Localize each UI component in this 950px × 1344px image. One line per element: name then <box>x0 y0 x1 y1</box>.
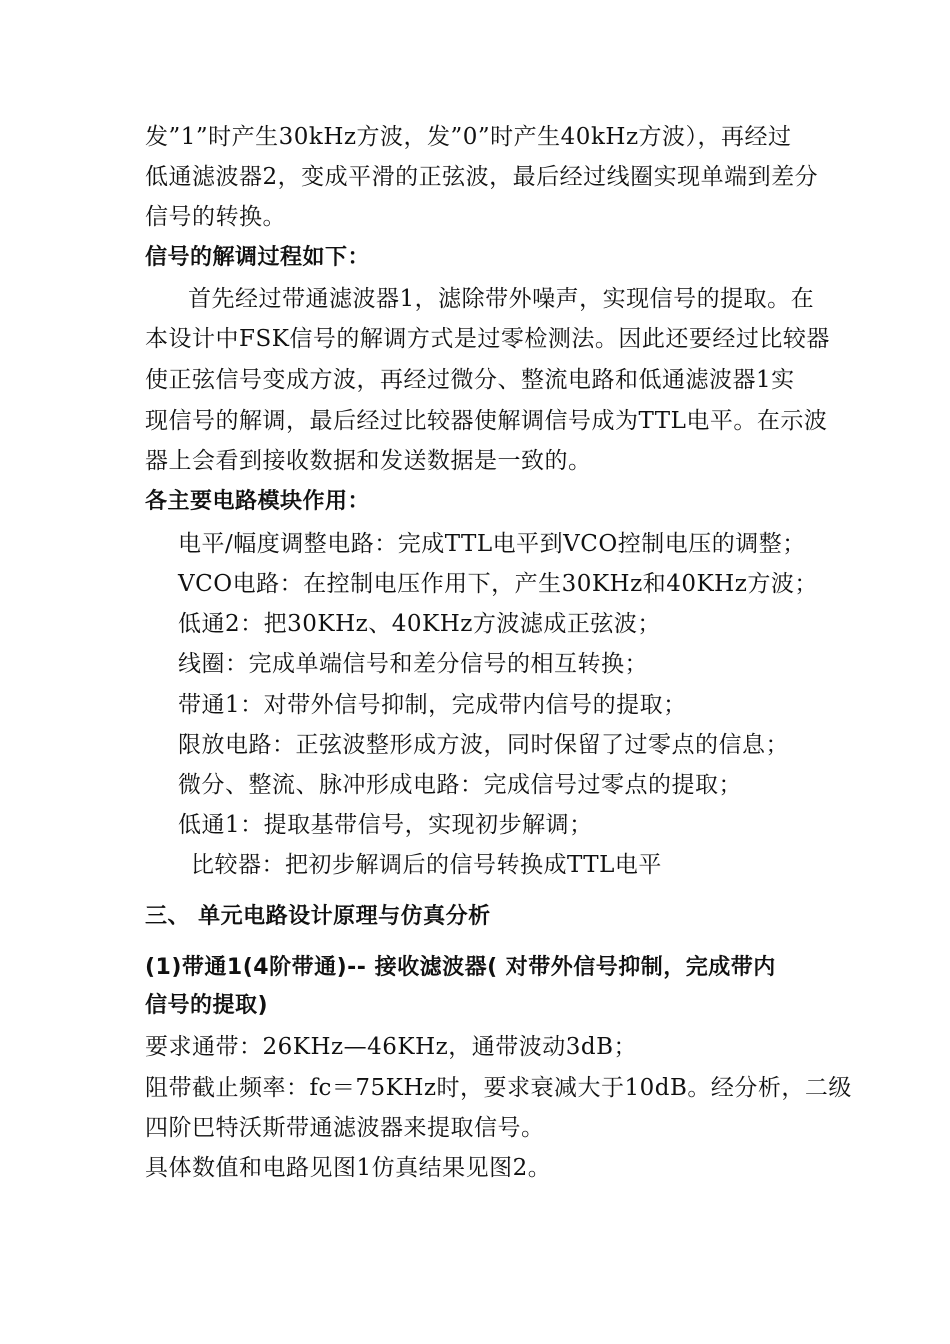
paragraph-line: 低通滤波器2，变成平滑的正弦波，最后经过线圈实现单端到差分 <box>145 164 819 190</box>
section-heading: 三、 单元电路设计原理与仿真分析 <box>145 904 491 929</box>
module-item: 微分、整流、脉冲形成电路：完成信号过零点的提取； <box>178 772 742 798</box>
paragraph-line: 器上会看到接收数据和发送数据是一致的。 <box>145 448 592 474</box>
module-item: 线圈：完成单端信号和差分信号的相互转换； <box>178 651 648 677</box>
paragraph-line: 本设计中FSK信号的解调方式是过零检测法。因此还要经过比较器 <box>145 326 830 352</box>
demod-heading: 信号的解调过程如下： <box>145 245 371 270</box>
requirement-line: 要求通带：26KHz—46KHz，通带波动3dB； <box>145 1034 638 1060</box>
requirement-line: 具体数值和电路见图1仿真结果见图2。 <box>145 1155 552 1181</box>
paragraph-line: 信号的转换。 <box>145 204 286 230</box>
requirement-line: 四阶巴特沃斯带通滤波器来提取信号。 <box>145 1115 545 1141</box>
modules-heading: 各主要电路模块作用： <box>145 489 371 514</box>
module-item: VCO电路：在控制电压作用下，产生30KHz和40KHz方波； <box>178 571 818 597</box>
module-item: 限放电路：正弦波整形成方波，同时保留了过零点的信息； <box>178 732 789 758</box>
module-item: 电平/幅度调整电路：完成TTL电平到VCO控制电压的调整； <box>178 531 806 557</box>
paragraph-line: 使正弦信号变成方波，再经过微分、整流电路和低通滤波器1实 <box>145 367 795 393</box>
paragraph-line: 现信号的解调，最后经过比较器使解调信号成为TTL电平。在示波 <box>145 408 828 434</box>
subsection-heading: (1)带通1(4阶带通)-- 接收滤波器( 对带外信号抑制，完成带内 <box>145 955 776 980</box>
module-item: 低通1：提取基带信号，实现初步解调； <box>178 812 593 838</box>
paragraph-line: 发”1”时产生30kHz方波，发”0”时产生40kHz方波），再经过 <box>145 124 792 150</box>
module-item: 低通2：把30KHz、40KHz方波滤成正弦波； <box>178 611 661 637</box>
subsection-heading: 信号的提取) <box>145 993 269 1018</box>
paragraph-line: 首先经过带通滤波器1，滤除带外噪声，实现信号的提取。在 <box>188 286 815 312</box>
module-item: 带通1：对带外信号抑制，完成带内信号的提取； <box>178 692 687 718</box>
module-item: 比较器：把初步解调后的信号转换成TTL电平 <box>191 852 662 878</box>
requirement-line: 阻带截止频率：fc＝75KHz时，要求衰减大于10dB。经分析，二级 <box>145 1075 852 1101</box>
